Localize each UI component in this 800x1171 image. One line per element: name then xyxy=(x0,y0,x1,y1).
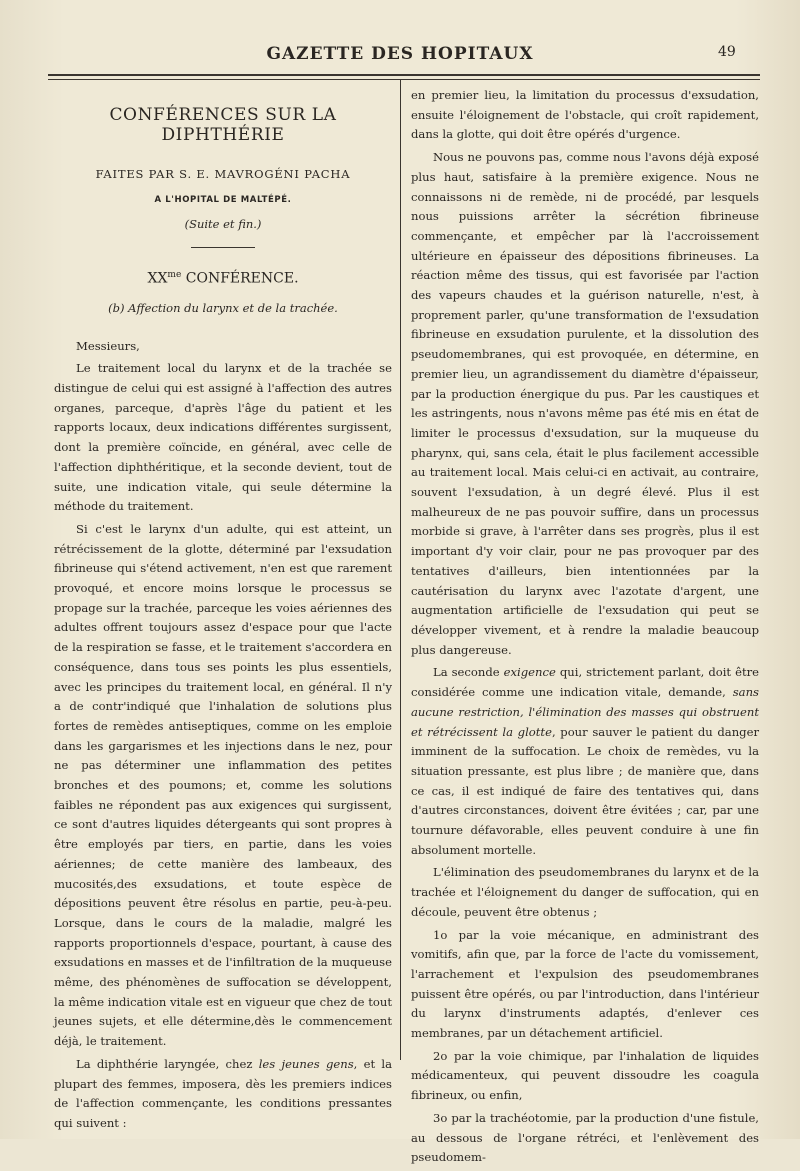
paragraph: Nous ne pouvons pas, comme nous l'avons déjà exposé plus haut, satisfaire à la première exigence. Nous ne connaissons ni de remède, ni de procédé, par lesquels nous puissions arrêter la sécrétion fibrineuse commençante, et empêcher par là l'accroissement ultérieure en épaisseur des dépositions fibrineuses. La réaction même des tissus, qui est favorisée par l'action des vapeurs chaudes et la guérison naturelle, n'est, à proprement parler, qu'une transformation de l'exsudation fibrineuse en exsudation purulente, et la dissolution des pseudomembranes, qui est provoquée, en détermine, en premier lieu, un agrandissement du diamètre d'épaisseur, par la production énergique du pus. Par les caustiques et les astringents, nous n'avons même pas été mis en état de limiter le processus d'exsudation, sur la muqueuse du pharynx, qui, sans cela, était le plus facilement accessible au traitement local. Mais celui-ci en activait, au contraire, souvent l'exsudation, à un degré élevé. Plus il est malheureux de ne pas pouvoir suffire, dans un processus morbide si grave, à l'arrêter dans ses progrès, plus il est important d'y voir clair, pour ne pas provoquer par des tentatives d'ailleurs, bien intentionnées par la cautérisation du larynx avec l'azotate d'argent, une augmentation artificielle de l'exsudation qui peut se développer vivement, et à rendre la maladie beaucoup plus dangereuse. xyxy=(411,150,759,657)
right-column xyxy=(411,86,759,1171)
italic-text: sans aucune restriction, l'élimination des masses qui obstruent et rétrécissent la glotte xyxy=(411,685,759,739)
text-run: , pour sauver le patient du danger imminent de la suffocation. Le choix de remèdes, vu la situation pressante, est plus libre ; de manière que, dans ce cas, il est indiqué de faire des tentatives qui, dans d'autres circonstances, doivent être évitées ; car, par une tournure défavorable, elles peuvent conduire à une fin absolument mortelle. xyxy=(411,724,759,857)
article-continuation-note: (Suite et fin.) xyxy=(184,216,262,231)
conference-heading xyxy=(54,266,392,289)
italic-text: les jeunes gens xyxy=(258,1056,354,1071)
list-item: 2o par la voie chimique, par l'inhalation de liquides médicamenteux, qui peuvent dissoudre les coagula fibrineux, ou enfin, xyxy=(411,1048,759,1103)
article-hospital: A L'HOPITAL DE MALTÉPÉ. xyxy=(154,195,292,206)
newspaper-title: GAZETTE DES HOPITAUX xyxy=(266,44,534,64)
conference-number: XX xyxy=(147,270,168,287)
paragraph: en premier lieu, la limitation du processus d'exsudation, ensuite l'éloignement de l'obstacle, qui croît rapidement, dans la glotte, qui doit être opérés d'urgence. xyxy=(411,88,759,142)
salutation: Messieurs, xyxy=(76,338,140,353)
list-item: 3o par la trachéotomie, par la production d'une fistule, au dessous de l'organe rétréci, et l'enlèvement des pseudomem- xyxy=(411,1110,759,1165)
left-column xyxy=(54,86,392,1137)
paragraph: Si c'est le larynx d'un adulte, qui est atteint, un rétrécissement de la glotte, déterminé par l'exsudation fibrineuse qui s'étend activement, n'en est que rarement provoqué, et encore moins lorsque le processus se propage sur la trachée, parceque les voies aériennes des adultes offrent toujours assez d'espace pour que l'acte de la respiration se fasse, et le traitement s'accordera en conséquence, dans tous ses points les plus essentiels, avec les principes du traitement local, en général. Il n'y a de contr'indiqué que l'inhalation de solutions plus fortes de remèdes antiseptiques, comme on les emploie dans les gargarismes et les injections dans le nez, pour ne pas déterminer une inflammation des petites bronches et des poumons; et, comme les solutions faibles ne répondent pas aux exigences qui surgissent, ce sont d'autres liquides détergeants qui sont propres à être employés par tiers, en partie, dans les voies aériennes; de cette manière des lambeaux, des mucosités,des exsudations, et toute espèce de dépositions peuvent être résolus en partie, peu-à-peu. Lorsque, dans le cours de la maladie, malgré les rapports proportionnels d'espace, pourtant, à cause des exsudations en masses et de l'infiltration de la muqueuse même, des phénomènes de suffocation se développent, la même indication vitale est en vigueur que chez de tout jeunes sujets, et elle détermine,dès le commencement déjà, le traitement. xyxy=(54,521,392,1049)
text-run: qui, strictement parlant, doit être considérée comme une indication vitale, demande, xyxy=(411,665,760,700)
section-rule xyxy=(191,247,255,248)
article-title: CONFÉRENCES SUR LA DIPHTHÉRIE xyxy=(109,105,337,145)
text-run: , et la plupart des femmes, imposera, dès les premiers indices de l'affection commençante, les conditions pressantes qui suivent : xyxy=(54,1056,393,1130)
text-run: La diphthérie laryngée, chez xyxy=(76,1056,259,1071)
italic-text: exigence xyxy=(503,665,556,680)
article-byline: FAITES PAR S. E. MAVROGÉNI PACHA xyxy=(95,167,351,182)
conference-word: CONFÉRENCE. xyxy=(185,270,299,287)
paragraph xyxy=(411,663,759,860)
column-divider xyxy=(400,80,401,1060)
text-run: La seconde xyxy=(433,665,504,680)
paragraph: L'élimination des pseudomembranes du larynx et de la trachée et l'éloignement du danger de suffocation, qui en découle, peuvent être obtenus ; xyxy=(411,865,759,919)
page-number: 49 xyxy=(718,44,736,60)
section-subtitle: (b) Affection du larynx et de la trachée. xyxy=(108,300,338,315)
header-rule-thin xyxy=(48,79,760,80)
list-item: 1o par la voie mécanique, en administrant des vomitifs, afin que, par la force de l'acte du vomissement, l'arrachement et l'expulsion des pseudomembranes puissent être opérés, ou par l'introduction, dans l'intérieur du larynx d'instruments adaptés, d'enlever ces membranes, par un détachement artificiel. xyxy=(411,927,759,1041)
paragraph: Le traitement local du larynx et de la trachée se distingue de celui qui est assigné à l'affection des autres organes, parceque, d'après l'âge du patient et les rapports locaux, deux indications différentes surgissent, dont la première coïncide, en général, avec celle de l'affection diphthéritique, et la seconde devient, tout de suite, une indication vitale, qui seule détermine la méthode du traitement. xyxy=(54,361,392,514)
paragraph xyxy=(54,1055,392,1134)
conference-number-suffix: me xyxy=(167,269,182,280)
header-rule xyxy=(48,74,760,76)
